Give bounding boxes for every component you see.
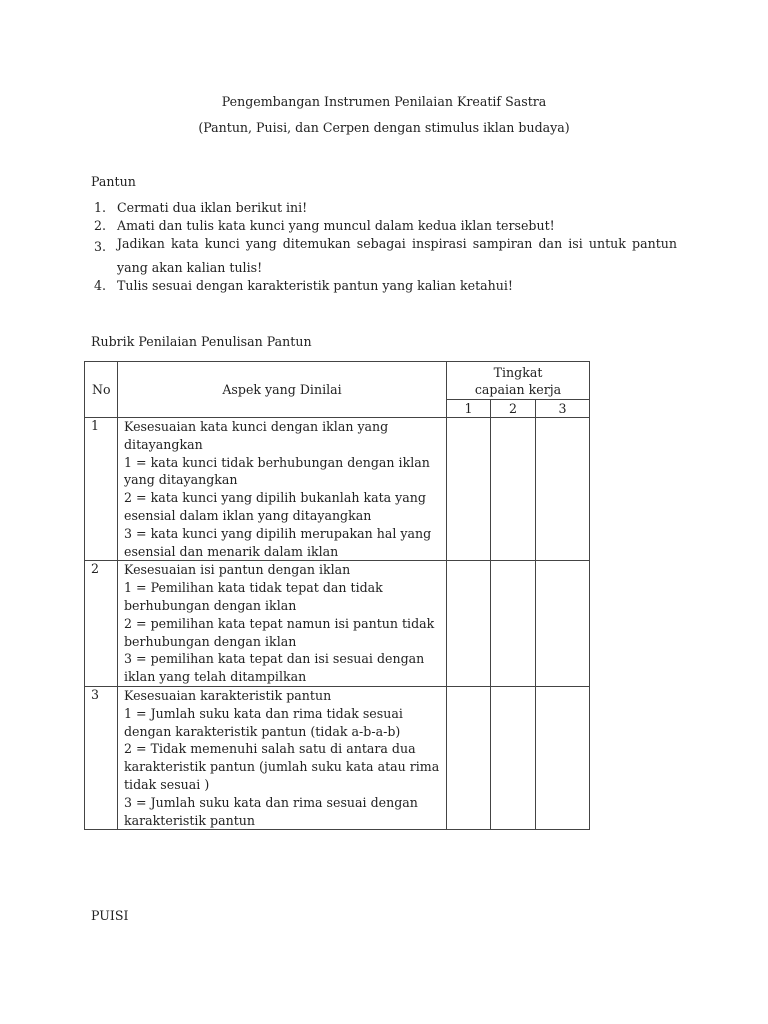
aspek-cell <box>118 686 447 829</box>
score-cell-2[interactable] <box>491 561 536 687</box>
criterion-2: 2 = Tidak memenuhi salah satu di antara dua karakteristik pantun (jumlah suku kata atau rima tidak sesuai ) <box>124 741 440 792</box>
score-cell-2[interactable] <box>491 686 536 829</box>
instruction-list <box>91 199 677 295</box>
score-cell-1[interactable] <box>447 686 491 829</box>
instruction-text: Tulis sesuai dengan karakteristik pantun yang kalian ketahui! <box>117 278 513 293</box>
document-subtitle: (Pantun, Puisi, dan Cerpen dengan stimulus iklan budaya) <box>198 120 570 135</box>
instruction-number: 2. <box>94 218 107 233</box>
criterion-1: 1 = kata kunci tidak berhubungan dengan iklan yang ditayangkan <box>124 454 430 488</box>
criterion-3: 3 = pemilihan kata tepat dan isi sesuai dengan iklan yang telah ditampilkan <box>124 651 425 685</box>
criterion-3: 3 = Jumlah suku kata dan rima sesuai dengan karakteristik pantun <box>124 794 418 828</box>
score-cell-3[interactable] <box>536 686 590 829</box>
level-1-header: 1 <box>447 400 491 418</box>
table-row <box>85 418 590 561</box>
table-row <box>85 686 590 829</box>
rubric-title: Rubrik Penilaian Penulisan Pantun <box>91 334 312 349</box>
score-cell-2[interactable] <box>491 418 536 561</box>
criterion-1: 1 = Jumlah suku kata dan rima tidak sesuai dengan karakteristik pantun (tidak a-b-a-b) <box>124 705 403 739</box>
criterion-3: 3 = kata kunci yang dipilih merupakan hal yang esensial dan menarik dalam iklan <box>124 525 432 559</box>
table-row <box>85 561 590 687</box>
table-header-row <box>85 362 590 400</box>
score-cell-3[interactable] <box>536 418 590 561</box>
instruction-number: 4. <box>94 278 107 293</box>
instruction-text: Amati dan tulis kata kunci yang muncul dalam kedua iklan tersebut! <box>117 218 555 233</box>
level-3-header: 3 <box>536 400 590 418</box>
instruction-item <box>91 199 677 217</box>
header-tingkat: Tingkat capaian kerja <box>447 362 590 400</box>
rubric-table <box>84 361 590 830</box>
section-heading-pantun: Pantun <box>91 174 136 189</box>
instruction-text: Cermati dua iklan berikut ini! <box>117 200 308 215</box>
score-cell-3[interactable] <box>536 561 590 687</box>
aspek-heading: Kesesuaian kata kunci dengan iklan yang ditayangkan <box>124 419 389 452</box>
criterion-2: 2 = pemilihan kata tepat namun isi pantun tidak berhubungan dengan iklan <box>124 615 435 649</box>
score-cell-1[interactable] <box>447 418 491 561</box>
criterion-1: 1 = Pemilihan kata tidak tepat dan tidak berhubungan dengan iklan <box>124 580 383 613</box>
row-number: 2 <box>85 561 118 687</box>
instruction-item <box>91 232 677 280</box>
aspek-cell <box>118 418 447 561</box>
criterion-2: 2 = kata kunci yang dipilih bukanlah kata yang esensial dalam iklan yang ditayangkan <box>124 490 426 523</box>
document-title: Pengembangan Instrumen Penilaian Kreatif Sastra <box>221 94 547 109</box>
section-heading-puisi: PUISI <box>91 908 129 923</box>
aspek-cell <box>118 561 447 687</box>
header-aspek: Aspek yang Dinilai <box>118 362 447 418</box>
instruction-number: 3. <box>94 239 107 254</box>
score-cell-1[interactable] <box>447 561 491 687</box>
instruction-number: 1. <box>94 200 107 215</box>
aspek-heading: Kesesuaian isi pantun dengan iklan <box>124 562 351 578</box>
aspek-heading: Kesesuaian karakteristik pantun <box>124 687 332 703</box>
level-2-header: 2 <box>491 400 536 418</box>
instruction-item <box>91 277 677 295</box>
row-number: 3 <box>85 686 118 829</box>
row-number: 1 <box>85 418 118 561</box>
instruction-text: Jadikan kata kunci yang ditemukan sebagai inspirasi sampiran dan isi untuk pantun yang akan kalian tulis! <box>117 236 677 275</box>
header-no: No <box>85 362 118 418</box>
